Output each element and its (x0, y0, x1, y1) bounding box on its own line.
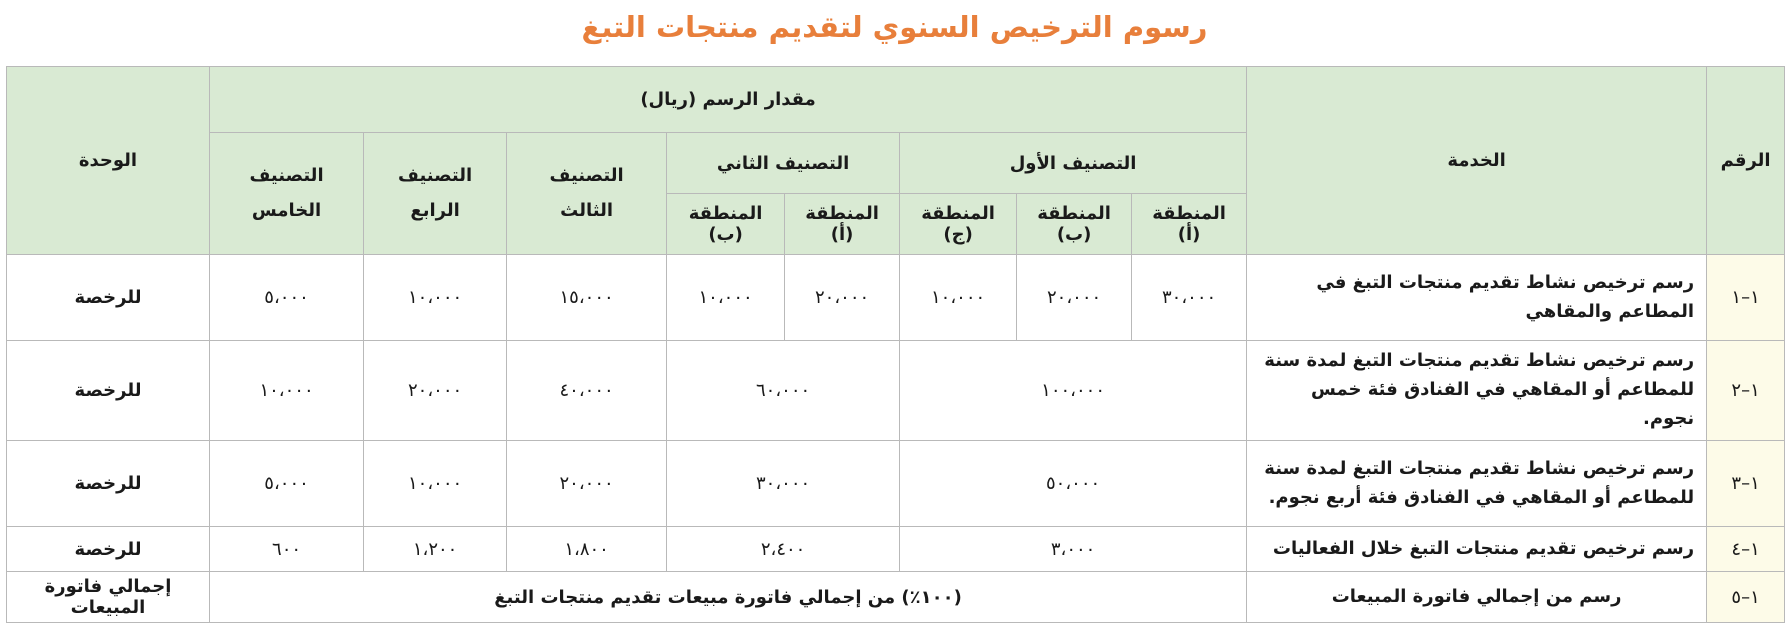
row-unit: للرخصة (7, 341, 210, 441)
page-title: رسوم الترخيص السنوي لتقديم منتجات التبغ (581, 10, 1208, 44)
header-class-4-line1: التصنيف (398, 165, 473, 187)
row-service-line2: للمطاعم أو المقاهي في الفنادق فئة خمس نجوم. (1311, 379, 1695, 429)
class1-zone-a-value: ٣٠،٠٠٠ (1132, 255, 1247, 341)
header-class-4-line2: الرابع (410, 199, 460, 221)
header-class-5-line1: التصنيف (249, 165, 324, 187)
class3-value: ١،٨٠٠ (507, 527, 667, 572)
class3-value: ١٥،٠٠٠ (507, 255, 667, 341)
table-row-5 (7, 572, 1785, 623)
class3-value: ٢٠،٠٠٠ (507, 441, 667, 527)
row-unit: للرخصة (7, 527, 210, 572)
header-class1-zone-b: المنطقة (ب) (1017, 194, 1132, 255)
row-service (1247, 441, 1707, 527)
class5-value: ١٠،٠٠٠ (210, 341, 364, 441)
header-class2-zone-b: المنطقة (ب) (667, 194, 785, 255)
row-service (1247, 341, 1707, 441)
header-class1-zone-a: المنطقة (أ) (1132, 194, 1247, 255)
header-class-3-line2: الثالث (560, 199, 614, 221)
row-number: ١–١ (1707, 255, 1785, 341)
header-class-5-line2: الخامس (251, 199, 322, 221)
fee-percentage-value: (١٠٠٪) من إجمالي فاتورة مبيعات تقديم منتجات التبغ (210, 572, 1247, 623)
class5-value: ٥،٠٠٠ (210, 255, 364, 341)
class1-value: ٣،٠٠٠ (900, 527, 1247, 572)
class4-value: ٢٠،٠٠٠ (364, 341, 507, 441)
header-number: الرقم (1707, 67, 1785, 255)
fees-table (6, 66, 1785, 623)
header-class-4 (364, 133, 507, 255)
class5-value: ٥،٠٠٠ (210, 441, 364, 527)
row-service-line1: رسم ترخيص نشاط تقديم منتجات التبغ لمدة سنة (1264, 457, 1695, 479)
class1-zone-b-value: ٢٠،٠٠٠ (1017, 255, 1132, 341)
row-unit: إجمالي فاتورة المبيعات (7, 572, 210, 623)
class4-value: ١٠،٠٠٠ (364, 441, 507, 527)
header-class2-zone-a: المنطقة (أ) (785, 194, 900, 255)
class4-value: ١٠،٠٠٠ (364, 255, 507, 341)
class4-value: ١،٢٠٠ (364, 527, 507, 572)
table-row-3 (7, 441, 1785, 527)
row-service: رسم ترخيص تقديم منتجات التبغ خلال الفعاليات (1247, 527, 1707, 572)
class1-value: ٥٠،٠٠٠ (900, 441, 1247, 527)
class1-value: ١٠٠،٠٠٠ (900, 341, 1247, 441)
class2-zone-a-value: ٢٠،٠٠٠ (785, 255, 900, 341)
header-service: الخدمة (1247, 67, 1707, 255)
header-class-3-line1: التصنيف (549, 165, 624, 187)
row-unit: للرخصة (7, 255, 210, 341)
table-row-1 (7, 255, 1785, 341)
class5-value: ٦٠٠ (210, 527, 364, 572)
header-class-3 (507, 133, 667, 255)
class2-value: ٢،٤٠٠ (667, 527, 900, 572)
row-service: رسم ترخيص نشاط تقديم منتجات التبغ في المطاعم والمقاهي (1247, 255, 1707, 341)
class3-value: ٤٠،٠٠٠ (507, 341, 667, 441)
header-class-2: التصنيف الثاني (667, 133, 900, 194)
row-service: رسم من إجمالي فاتورة المبيعات (1247, 572, 1707, 623)
row-number: ١–٣ (1707, 441, 1785, 527)
header-class1-zone-c: المنطقة (ج) (900, 194, 1017, 255)
row-service-line2: للمطاعم أو المقاهي في الفنادق فئة أربع نجوم. (1268, 486, 1695, 508)
header-unit: الوحدة (7, 67, 210, 255)
row-service-line1: رسم ترخيص نشاط تقديم منتجات التبغ لمدة سنة (1264, 350, 1695, 372)
row-number: ١–٥ (1707, 572, 1785, 623)
header-class-1: التصنيف الأول (900, 133, 1247, 194)
header-fee-amount: مقدار الرسم (ريال) (210, 67, 1247, 133)
class2-value: ٦٠،٠٠٠ (667, 341, 900, 441)
table-row-4 (7, 527, 1785, 572)
row-number: ١–٢ (1707, 341, 1785, 441)
class2-zone-b-value: ١٠،٠٠٠ (667, 255, 785, 341)
header-class-5 (210, 133, 364, 255)
row-number: ١–٤ (1707, 527, 1785, 572)
table-row-2 (7, 341, 1785, 441)
row-unit: للرخصة (7, 441, 210, 527)
class1-zone-c-value: ١٠،٠٠٠ (900, 255, 1017, 341)
class2-value: ٣٠،٠٠٠ (667, 441, 900, 527)
